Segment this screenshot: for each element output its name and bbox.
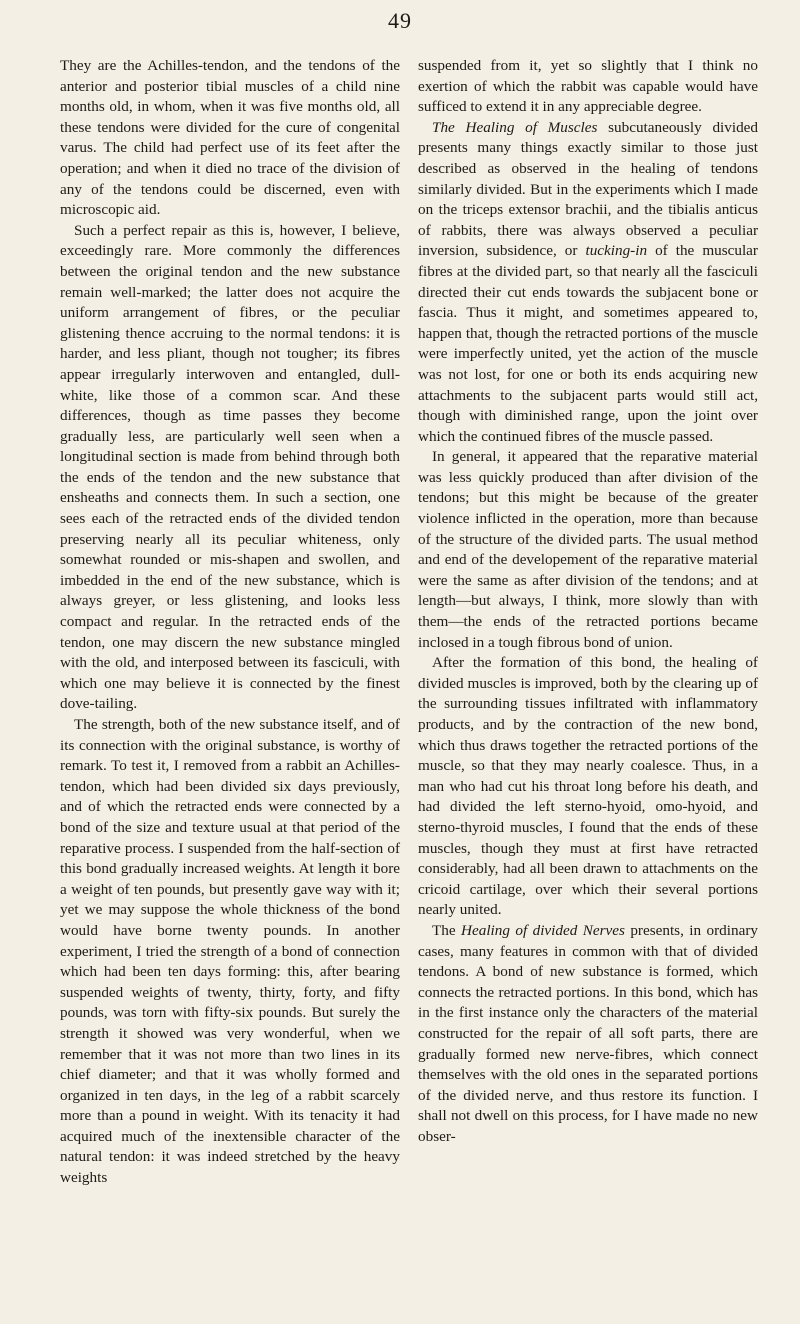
paragraph: In general, it appeared that the reparative material was less quickly produced than after division of the tendons; but this might be because of the greater violence inflicted in the operation, more than because of the structure of the divided parts. The usual method and end of the developement of the reparative material were the same as after division of the tendons; and at length—but always, I think, more slowly than with them—the ends of the retracted portions became inclosed in a tough fibrous bond of union. (418, 448, 758, 651)
paragraph: The strength, both of the new substance itself, and of its connection with the original substance, is worthy of remark. To test it, I removed from a rabbit an Achilles-tendon, which had been divided six days previously, and of which the retracted ends were connected by a bond of the size and texture usual at that period of the reparative process. I suspended from the half-section of this bond gradually increased weights. At length it bore a weight of ten pounds, but presently gave way with it; yet we may suppose the whole thickness of the bond would have borne twenty pounds. In another experiment, I tried the strength of a bond of connection which had been ten days forming: this, after bearing suspended weights of twenty, thirty, forty, and fifty pounds, was torn with fifty-six pounds. But surely the strength it showed was very wonderful, when we remember that it was not more than two lines in its chief diameter; and that it was wholly formed and organized in ten days, in the leg of a rabbit scarcely more than a pound in weight. With its tenacity it had acquired much of the inextensible character of the natural tendon: it was indeed stretched by the heavy weights (60, 716, 400, 1187)
section-heading-nerves: Healing of divided Nerves (461, 921, 625, 939)
paragraph-text: subcutaneously divided presents many things exactly similar to those just described as observed in the healing of tendons similarly divided. But in the experiments which I made on the triceps extensor brachii, and the tibialis anticus of rabbits, there was always observed a peculiar inversion, subsidence, or (418, 118, 759, 260)
italic-term: tucking-in (585, 242, 648, 260)
paragraph (418, 118, 758, 448)
right-column (418, 56, 758, 1147)
left-column (60, 56, 400, 1189)
paragraph: Such a perfect repair as this is, however, I believe, exceedingly rare. More commonly the differences between the original tendon and the new substance remain well-marked; the latter does not acquire the uniform arrangement of fibres, or the peculiar glistening thence accruing to the normal tendons: it is harder, and less pliant, though not tougher; its fibres appear irregularly interwoven and entangled, dull-white, like those of a common scar. And these differences, though as time passes they become gradually less, are particularly well seen when a longitudinal section is made from behind through both the ends of the tendon and the new substance that ensheaths and connects them. In such a section, one sees each of the retracted ends of the divided tendon preserving nearly all its peculiar whiteness, only somewhat rounded or mis-shapen and swollen, and imbedded in the end of the new substance, which is always greyer, or less glistening, and looks less compact and regular. In the retracted ends of the tendon, one may discern the new substance mingled with the old, and interposed between its fasciculi, with which one may believe it is connected by the finest dove-tailing. (60, 221, 400, 713)
paragraph (418, 921, 758, 1148)
paragraph: After the formation of this bond, the healing of divided muscles is improved, both by the clearing up of the surrounding tissues infiltrated with inflammatory products, and by the contraction of the new bond, which thus draws together the retracted portions of the muscle, so that they may nearly coalesce. Thus, in a man who had cut his throat long before his death, and had divided the left sterno-hyoid, omo-hyoid, and sterno-thyroid muscles, I found that the ends of these muscles, though they must at first have retracted considerably, had all been drawn to attachments on the cricoid cartilage, over which their several portions nearly united. (418, 654, 758, 919)
paragraph: They are the Achilles-tendon, and the tendons of the anterior and posterior tibial muscles of a child nine months old, in whom, when it was five months old, all these tendons were divided for the cure of congenital varus. The child had perfect use of its feet after the operation; and when it died no trace of the division of any of the tendons could be discerned, even with microscopic aid. (60, 57, 400, 219)
section-heading-muscles: The Healing of Muscles (432, 118, 598, 136)
paragraph-text: of the muscular fibres at the divided part, so that nearly all the fasciculi directed their cut ends towards the subjacent bone or fascia. Thus it might, and sometimes appeared to, happen that, though the retracted portions of the muscle were imperfectly united, yet the action of the muscle was not lost, for one or both its ends acquiring new attachments to the subjacent parts would still act, though with diminished range, upon the joint over which the continued fibres of the muscle passed. (418, 242, 758, 445)
page-number: 49 (388, 8, 412, 33)
paragraph-text: presents, in ordinary cases, many features in common with that of divided tendons. A bond of new substance is formed, which connects the retracted portions. In this bond, which has in the first instance only the characters of the material constructed for the repair of all soft parts, there are gradually formed new nerve-fibres, which connect themselves with the old ones in the separated portions of the divided nerve, and thus restore its function. I shall not dwell on this process, for I have made no new obser- (418, 921, 758, 1145)
paragraph-text: The (432, 921, 462, 939)
paragraph: suspended from it, yet so slightly that I think no exertion of which the rabbit was capable would have sufficed to extend it in any appreciable degree. (418, 57, 758, 116)
